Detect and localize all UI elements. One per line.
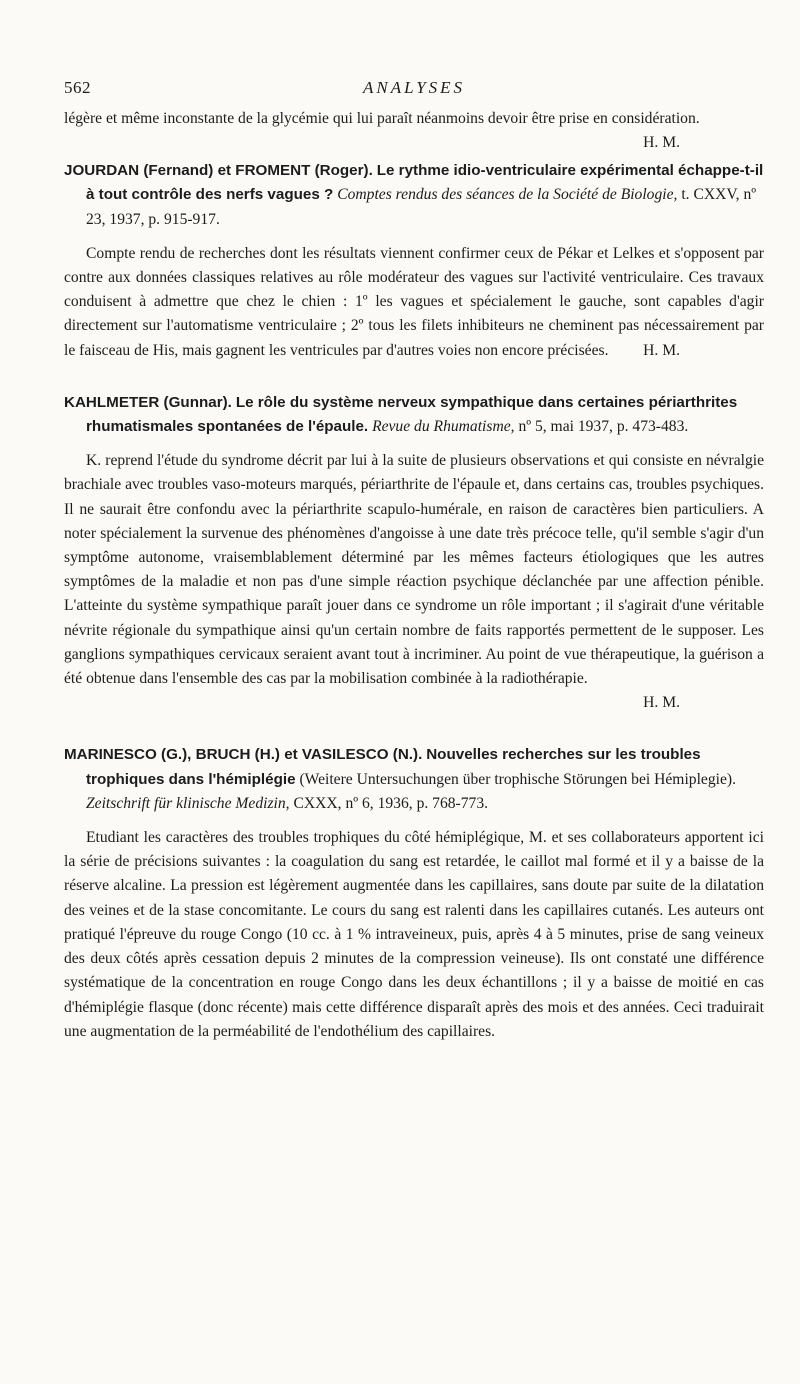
- page: [64, 78, 764, 1044]
- entry-authors: JOURDAN (Fernand) et FROMENT (Roger).: [64, 162, 373, 180]
- carryover-text: légère et même inconstante de la glycémie qui lui paraît néanmoins devoir être prise en considération.: [64, 110, 700, 127]
- entry-signature: H. M.: [643, 341, 680, 359]
- review-entry-marinesco: [64, 743, 764, 1043]
- entry-authors: MARINESCO (G.), BRUCH (H.) et VASILESCO (N.).: [64, 746, 423, 764]
- page-number: 562: [64, 78, 91, 97]
- entry-body-text: Compte rendu de recherches dont les résultats viennent confirmer ceux de Pékar et Lelkes et s'opposent par contre aux données classiques relatives au rôle modérateur des vagues sur l'activité ventriculaire. Ces travaux conduisent à admettre que chez le chien : 1º les vagues et spécialement le gauche, sont capables d'agir directement sur l'automatisme ventriculaire ; 2º tous les filets inhibiteurs ne cheminent pas nécessairement par le faisceau de His, mais gagnent les ventricules par d'autres voies non encore précisées.: [64, 244, 764, 359]
- entry-signature: H. M.: [643, 694, 680, 712]
- entry-body: Etudiant les caractères des troubles trophiques du côté hémiplégique, M. et ses collaborateurs apportent ici la série de précisions suivantes : la coagulation du sang est retardée, le caillot mal formé et il y a baisse de la réserve alcaline. La pression est légèrement augmentée dans les capillaires, sans doute par suite de la dilatation des veines et de la stase concomitante. Le cours du sang est ralenti dans les capillaires cutanés. Les auteurs ont pratiqué l'épreuve du rouge Congo (10 cc. à 1 % intraveineux, puis, après 4 à 5 minutes, prise de sang veineux des deux côtés après cessation depuis 2 minutes de la compression veineuse). Ils ont constaté une différence systématique de la concentration en rouge Congo dans les deux échantillons ; il y a baisse de moitié en cas d'hémiplégie flasque (donc récente) mais cette différence disparaît après des mois et des années. Ceci traduirait une augmentation de la perméabilité de l'endothélium des capillaires.: [64, 829, 764, 1040]
- entry-title: Nouvelles recherches sur les troubles trophiques dans l'hémiplégie: [86, 746, 701, 788]
- entry-reference: nº 5, mai 1937, p. 473-483.: [518, 418, 689, 436]
- entry-heading: [64, 391, 764, 439]
- entry-title: Le rythme idio-ventriculaire expérimental échappe-t-il à tout contrôle des nerfs vagues ?: [86, 162, 764, 204]
- entry-reference: t. CXXV, nº 23, 1937, p. 915-917.: [86, 186, 757, 228]
- running-head: [64, 78, 764, 108]
- entry-subtitle: (Weitere Untersuchungen über trophische Störungen bei Hémiplegie).: [299, 770, 736, 788]
- entry-source: Revue du Rhumatisme,: [372, 418, 515, 436]
- entry-source: Zeitschrift für klinische Medizin,: [86, 794, 290, 812]
- entry-heading: [64, 159, 764, 232]
- entry-source: Comptes rendus des séances de la Société de Biologie,: [337, 186, 678, 204]
- running-title: ANALYSES: [362, 78, 466, 97]
- entry-body: [64, 242, 764, 363]
- entry-authors: KAHLMETER (Gunnar).: [64, 393, 232, 411]
- review-entry-jourdan: [64, 159, 764, 363]
- entry-heading: [64, 743, 764, 816]
- entry-title: Le rôle du système nerveux sympathique dans certaines périarthrites rhumatismales spontanées de l'épaule.: [86, 393, 738, 436]
- carryover-signature: H. M.: [643, 134, 680, 152]
- entry-body: K. reprend l'étude du syndrome décrit par lui à la suite de plusieurs observations et qui consiste en névralgie brachiale avec troubles vaso-moteurs marqués, périarthrite de l'épaule et, dans certains cas, troubles psychiques. Il ne saurait être confondu avec la périarthrite scapulo-humérale, en raison de caractères bien particuliers. A noter spécialement la survenue des phénomènes d'angoisse à une date très précoce telle, qu'il semble s'agir d'un symptôme autonome, vraisemblablement déterminé par les mêmes facteurs étiologiques que les autres symptômes de la maladie et non pas d'une simple réaction psychique déclanchée par une affection pénible. L'atteinte du système sympathique paraît jouer dans ce syndrome un rôle important ; il s'agirait d'une véritable névrite régionale du sympathique ainsi qu'un certain nombre de faits rapportés permettent de le supposer. Les ganglions sympathiques cervicaux seraient avant tout à incriminer. Au point de vue thérapeutique, la guérison a été obtenue dans l'ensemble des cas par la mobilisation combinée à la radiothérapie.: [64, 452, 764, 688]
- entry-reference: CXXX, nº 6, 1936, p. 768-773.: [293, 794, 489, 812]
- carryover-paragraph: [64, 107, 764, 152]
- review-entry-kahlmeter: [64, 391, 764, 716]
